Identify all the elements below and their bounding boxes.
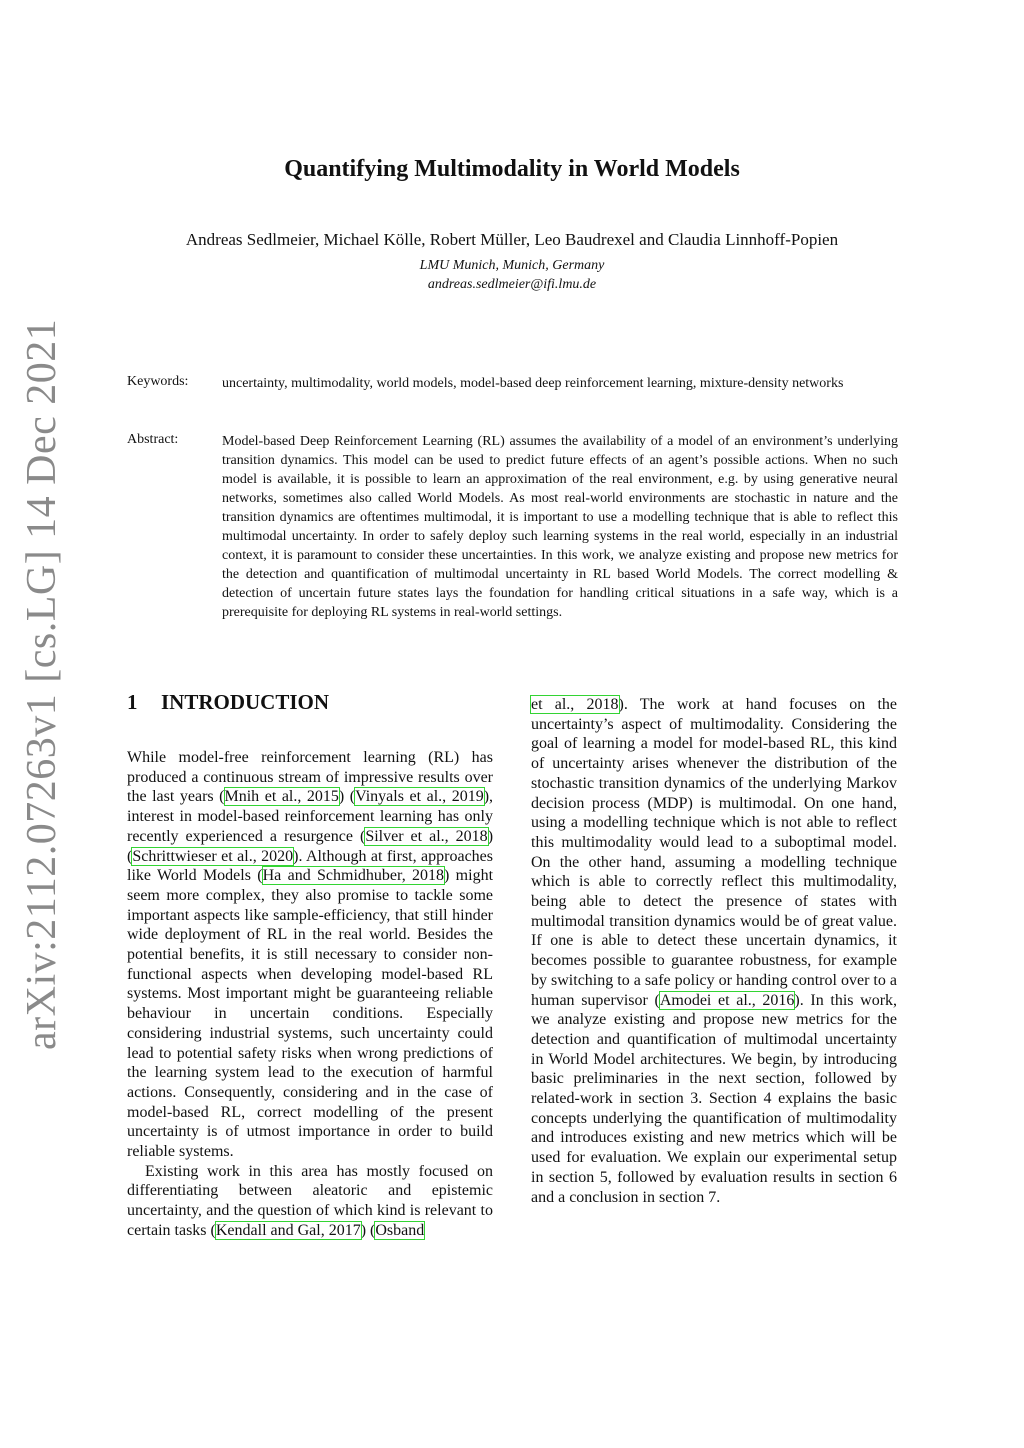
abstract-text: Model-based Deep Reinforcement Learning (RL) assumes the availability of a model of an environment’s underlying transition dynamics. This model can be used to predict future effects of an agent’s possible actions. When no such model is available, it is possible to learn an approximation of the real environment, e.g. by using generative neural networks, sometimes also called World Models. As most real-world environments are stochastic in nature and the transition dynamics are oftentimes multimodal, it is important to use a modelling technique that is able to reflect this multimodal uncertainty. In order to safely deploy such learning systems in the real world, especially in an industrial context, it is paramount to consider these uncertainties. In this work, we analyze existing and propose new metrics for the detection and quantification of multimodal uncertainty in RL based World Models. The correct modelling & detection of uncertain future states lays the foundation for handling critical situations in a safe way, which is a prerequisite for deploying RL systems in real-world settings. <box>222 434 898 620</box>
citation-kendall-gal-2017[interactable]: Kendall and Gal, 2017 <box>215 1221 361 1239</box>
citation-osband-2018-continued[interactable]: et al., 2018 <box>531 696 619 713</box>
email: andreas.sedlmeier@ifi.lmu.de <box>427 277 597 292</box>
author-list: Andreas Sedlmeier, Michael Kölle, Robert Müller, Leo Baudrexel and Claudia Linnhoff-Popien <box>185 230 839 249</box>
section-number: 1 <box>127 690 138 714</box>
citation-amodei-2016[interactable]: Amodei et al., 2016 <box>659 991 795 1009</box>
citation-schrittwieser-2020[interactable]: Schrittwieser et al., 2020 <box>132 847 294 865</box>
citation-ha-schmidhuber-2018[interactable]: Ha and Schmidhuber, 2018 <box>262 867 445 885</box>
citation-silver-2018[interactable]: Silver et al., 2018 <box>365 827 488 845</box>
citation-mnih-2015[interactable]: Mnih et al., 2015 <box>224 788 339 806</box>
keywords-text: uncertainty, multimodality, world models, model-based deep reinforcement learning, mixture-density networks <box>222 376 844 391</box>
right-column <box>531 695 897 1207</box>
section-heading-introduction <box>127 690 329 715</box>
intro-paragraph-1: While model-free reinforcement learning (RL) has produced a continuous stream of impressive results over the last years (Mnih et al., 2015) (Vinyals et al., 2019), interest in model-based reinforcement learning has only recently experienced a resurgence (Silver et al., 2018) (Schrittwieser et al., 2020). Although at first, approaches like World Models (Ha and Schmidhuber, 2018) might seem more complex, they also promise to tackle some important aspects like sample-efficiency, that still hinder wide deployment of RL in the real world. Besides the potential benefits, it is still necessary to consider non-functional aspects when developing model-based RL systems. Most important might be guaranteeing reliable behaviour in uncertain conditions. Especially considering industrial systems, such uncertainty could lead to potential safety risks when wrong predictions of the learning system lead to the execution of harmful actions. Consequently, considering and in the case of model-based RL, correct modelling of the present uncertainty is of utmost importance in order to build reliable systems. <box>127 749 494 1161</box>
keywords-label: Keywords: <box>127 374 189 389</box>
left-column <box>127 748 493 1241</box>
arxiv-identifier: arXiv:2112.07263v1 [cs.LG] 14 Dec 2021 <box>19 318 65 1050</box>
citation-vinyals-2019[interactable]: Vinyals et al., 2019 <box>355 788 484 806</box>
affiliation: LMU Munich, Munich, Germany <box>419 258 605 273</box>
abstract-label: Abstract: <box>127 432 179 447</box>
section-title: INTRODUCTION <box>161 690 330 714</box>
paper-title: Quantifying Multimodality in World Models <box>284 156 740 182</box>
intro-paragraph-2-continued: et al., 2018). The work at hand focuses on the uncertainty’s aspect of multimodality. Considering the goal of learning a model for model-based RL, this kind of uncertainty arises whenever the distribution of the stochastic transition dynamics of the underlying Markov decision process (MDP) is multimodal. On one hand, using a modelling technique which is not able to reflect this multimodality would lead to a suboptimal model. On the other hand, assuming a modelling technique which is able to correctly reflect this multimodality, being able to detect the presence of states with multimodal transition dynamics would be of great value. If one is able to detect these uncertain dynamics, it becomes possible to guarantee robustness, for example by switching to a safe policy or handing control over to a human supervisor (Amodei et al., 2016). In this work, we analyze existing and propose new metrics for the detection and quantification of multimodal uncertainty in World Model architectures. We begin, by introducing basic preliminaries in the next section, followed by related-work in section 3. Section 4 explains the basic concepts underlying the quantification of multimodality and introduces existing and new metrics which will be used for evaluation. We explain our experimental setup in section 5, followed by evaluation results in section 6 and a conclusion in section 7. <box>531 696 898 1206</box>
intro-paragraph-2-start: Existing work in this area has mostly focused on differentiating between aleatoric and epistemic uncertainty, and the question of which kind is relevant to certain tasks (Kendall and Gal, 2017) (Osband <box>127 1162 493 1239</box>
citation-osband-2018[interactable]: Osband <box>375 1221 425 1239</box>
affiliation-block <box>0 256 1024 294</box>
